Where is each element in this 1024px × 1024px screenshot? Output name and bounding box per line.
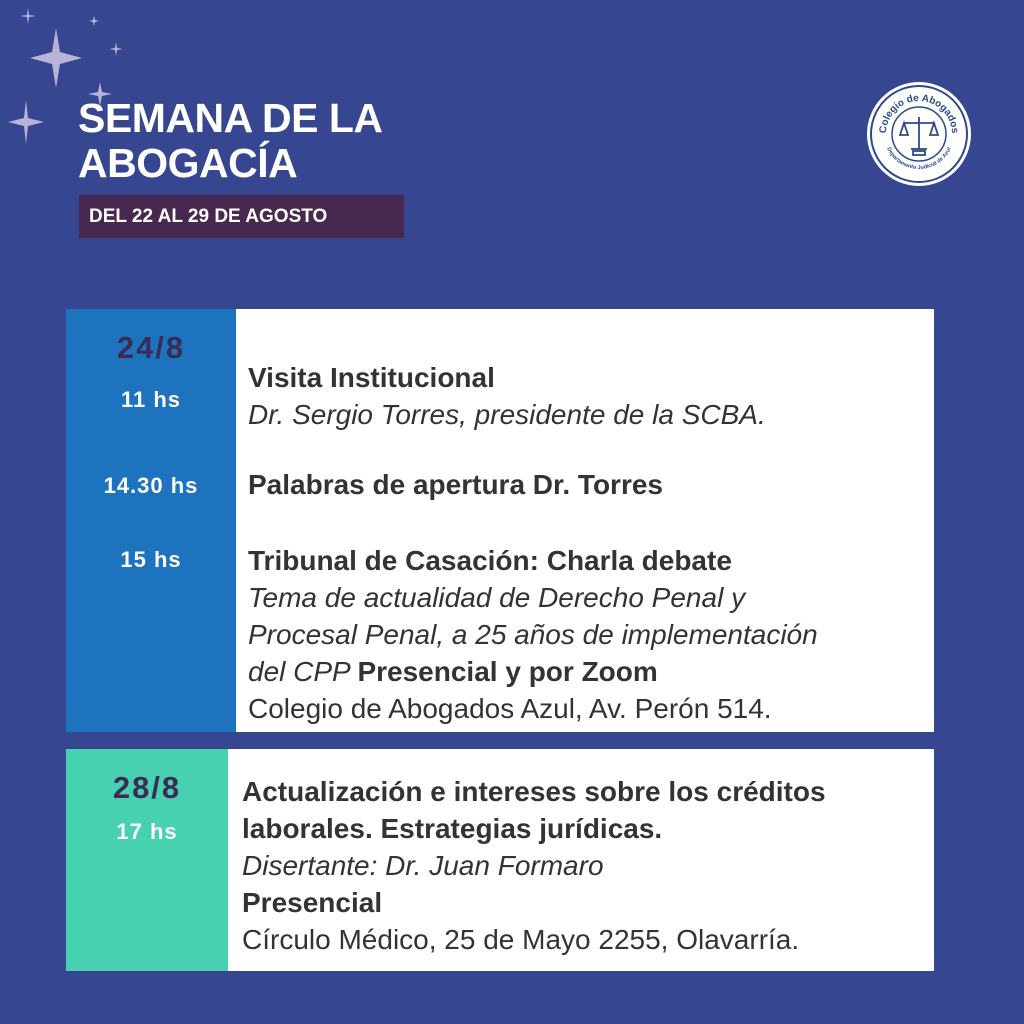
- event-location: Colegio de Abogados Azul, Av. Perón 514.: [248, 693, 772, 724]
- title-line-1: SEMANA DE LA: [78, 95, 383, 141]
- event-title: Actualización e intereses sobre los créditos: [242, 776, 826, 807]
- sparkle-icon: [89, 16, 99, 26]
- event-title: Tribunal de Casación: Charla debate: [248, 545, 732, 576]
- event-item: [248, 542, 818, 727]
- event-item: [248, 466, 663, 503]
- event-title: Palabras de apertura Dr. Torres: [248, 469, 663, 500]
- event-mode: Presencial: [242, 887, 383, 918]
- event-card-28-8: [66, 749, 934, 971]
- svg-text:Colegio de Abogados: Colegio de Abogados: [877, 92, 961, 134]
- sparkle-icon: [109, 42, 123, 56]
- colegio-abogados-seal-logo: [866, 81, 972, 187]
- event-time: 11 hs: [120, 387, 182, 412]
- date-range-badge: DEL 22 AL 29 DE AGOSTO: [79, 195, 404, 238]
- event-item: [242, 773, 826, 958]
- title-line-2: ABOGACÍA: [78, 140, 298, 186]
- event-subtitle: Dr. Sergio Torres, presidente de la SCBA.: [248, 399, 766, 430]
- page-title: [78, 96, 383, 186]
- event-speaker: Disertante: Dr. Juan Formaro: [242, 850, 604, 881]
- event-date: 24/8: [116, 330, 186, 365]
- event-time: 14.30 hs: [103, 473, 199, 498]
- card-date-column: [66, 309, 236, 732]
- sparkle-icon: [20, 8, 36, 24]
- event-card-24-8: [66, 309, 934, 732]
- event-date: 28/8: [112, 770, 182, 805]
- event-description: Tema de actualidad de Derecho Penal y: [248, 582, 746, 613]
- sparkle-icon: [30, 28, 82, 88]
- event-time: 15 hs: [120, 547, 182, 572]
- event-item: [248, 359, 766, 433]
- event-description: del CPP: [248, 656, 358, 687]
- sparkle-icon: [8, 100, 44, 144]
- svg-text:Departamento Judicial de Azul: Departamento Judicial de Azul: [885, 146, 953, 172]
- event-time: 17 hs: [116, 819, 178, 844]
- card-date-column: [66, 749, 228, 971]
- event-location: Círculo Médico, 25 de Mayo 2255, Olavarría.: [242, 924, 800, 955]
- event-description: Procesal Penal, a 25 años de implementación: [248, 619, 818, 650]
- event-title: laborales. Estrategias jurídicas.: [242, 813, 663, 844]
- event-title: Visita Institucional: [248, 362, 495, 393]
- event-mode: Presencial y por Zoom: [357, 656, 658, 687]
